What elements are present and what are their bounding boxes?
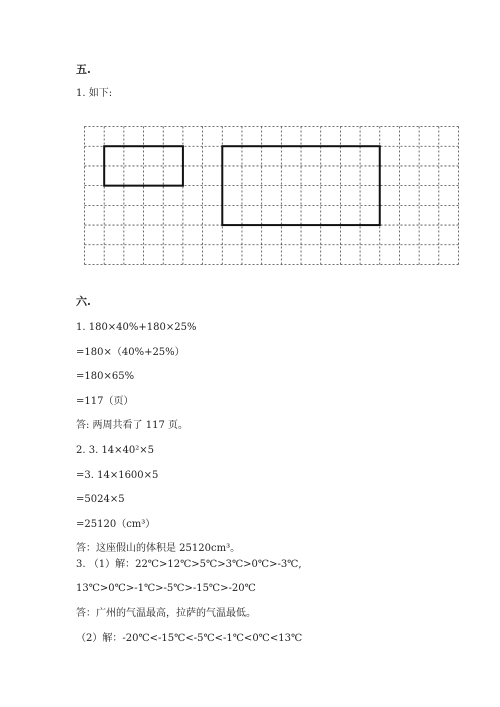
answer-line: =3. 14×1600×5	[76, 470, 159, 481]
answer-line: 2. 3. 14×40²×5	[76, 445, 155, 456]
section-heading-6: 六.	[76, 295, 91, 308]
answer-line: （2）解：-20℃<-15℃<-5℃<-1℃<0℃<13℃	[76, 633, 303, 644]
answer-line: =117（页）	[76, 396, 134, 407]
answer-line: =180×（40%+25%）	[76, 347, 185, 358]
answer-line: =25120（cm³）	[76, 519, 156, 530]
answer-line: =180×65%	[76, 371, 135, 382]
answer-line: 答: 两周共看了 117 页。	[76, 420, 188, 431]
answer-line: 1. 180×40%+180×25%	[76, 322, 197, 333]
answer-1-label: 1. 如下:	[76, 88, 113, 99]
answer-line: 13℃>0℃>-1℃>-5℃>-15℃>-20℃	[76, 583, 256, 594]
answer-line: 3. （1）解：22℃>12℃>5℃>3℃>0℃>-3℃,	[76, 559, 302, 570]
grid-figure	[84, 126, 459, 265]
answer-line: =5024×5	[76, 494, 125, 505]
section-heading-5: 五.	[76, 63, 91, 76]
grid-drawing	[84, 126, 459, 265]
answer-line: 答：广州的气温最高，拉萨的气温最低。	[76, 608, 256, 619]
answer-line: 答：这座假山的体积是 25120cm³。	[76, 543, 241, 554]
